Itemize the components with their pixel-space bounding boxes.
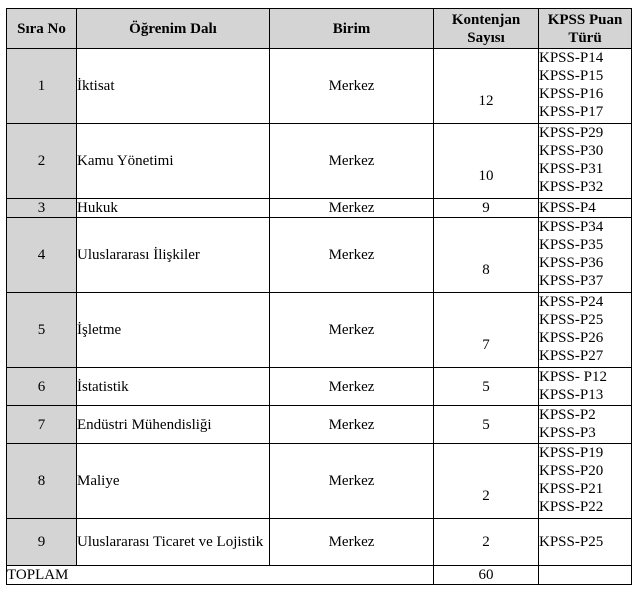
kontenjan-value: 12 <box>478 93 494 109</box>
table-row <box>7 49 632 124</box>
puan-item: KPSS-P15 <box>539 68 604 84</box>
cell-sira: 4 <box>7 218 77 293</box>
header-sira: Sıra No <box>7 9 77 49</box>
puan-item: KPSS-P2 <box>539 407 596 423</box>
cell-sira: 7 <box>7 406 77 444</box>
puan-item: KPSS-P22 <box>539 499 604 515</box>
cell-kontenjan <box>434 519 539 566</box>
puan-item: KPSS-P14 <box>539 50 604 66</box>
cell-kontenjan <box>434 199 539 218</box>
cell-kpss-puan <box>539 406 632 444</box>
kontenjan-value: 2 <box>482 488 490 504</box>
cell-birim: Merkez <box>270 124 434 199</box>
puan-item: KPSS-P25 <box>539 312 604 328</box>
cell-sira: 8 <box>7 444 77 519</box>
cell-ogrenim-dali: Uluslararası Ticaret ve Lojistik <box>77 519 270 566</box>
cell-sira: 9 <box>7 519 77 566</box>
cell-kontenjan <box>434 444 539 519</box>
puan-item: KPSS-P27 <box>539 348 604 364</box>
cell-kontenjan <box>434 124 539 199</box>
cell-ogrenim-dali: İstatistik <box>77 368 270 406</box>
kontenjan-table <box>6 8 632 585</box>
puan-item: KPSS-P20 <box>539 463 604 479</box>
puan-item: KPSS-P16 <box>539 86 604 102</box>
cell-sira: 5 <box>7 293 77 368</box>
cell-sira: 3 <box>7 199 77 218</box>
cell-kpss-puan <box>539 49 632 124</box>
table-row <box>7 444 632 519</box>
cell-birim: Merkez <box>270 199 434 218</box>
cell-kpss-puan <box>539 124 632 199</box>
kontenjan-value: 8 <box>482 262 490 278</box>
total-value: 60 <box>434 566 539 585</box>
cell-birim: Merkez <box>270 368 434 406</box>
cell-sira: 6 <box>7 368 77 406</box>
total-empty-cell <box>539 566 632 585</box>
kontenjan-value: 9 <box>482 200 490 216</box>
header-birim: Birim <box>270 9 434 49</box>
kontenjan-value: 7 <box>482 337 490 353</box>
puan-item: KPSS-P36 <box>539 255 604 271</box>
total-row <box>7 566 632 585</box>
cell-birim: Merkez <box>270 406 434 444</box>
puan-item: KPSS- P12 <box>539 369 607 385</box>
cell-kontenjan <box>434 406 539 444</box>
cell-kpss-puan <box>539 293 632 368</box>
cell-ogrenim-dali: Uluslararası İlişkiler <box>77 218 270 293</box>
kontenjan-value: 2 <box>482 534 490 550</box>
kontenjan-value: 5 <box>482 378 490 395</box>
cell-birim: Merkez <box>270 444 434 519</box>
puan-item: KPSS-P30 <box>539 143 604 159</box>
cell-ogrenim-dali: Hukuk <box>77 199 270 218</box>
table-row <box>7 293 632 368</box>
puan-item: KPSS-P25 <box>539 534 604 550</box>
table-row <box>7 218 632 293</box>
cell-ogrenim-dali: Kamu Yönetimi <box>77 124 270 199</box>
table-row <box>7 199 632 218</box>
cell-kpss-puan <box>539 444 632 519</box>
table-row <box>7 124 632 199</box>
cell-sira: 1 <box>7 49 77 124</box>
cell-ogrenim-dali: Maliye <box>77 444 270 519</box>
cell-kpss-puan <box>539 368 632 406</box>
header-kpss-puan: KPSS Puan Türü <box>539 9 632 49</box>
cell-ogrenim-dali: Endüstri Mühendisliği <box>77 406 270 444</box>
cell-kontenjan <box>434 49 539 124</box>
header-ogrenim-dali: Öğrenim Dalı <box>77 9 270 49</box>
cell-kontenjan <box>434 368 539 406</box>
cell-ogrenim-dali: İktisat <box>77 49 270 124</box>
puan-item: KPSS-P4 <box>539 200 596 216</box>
cell-kpss-puan <box>539 218 632 293</box>
puan-item: KPSS-P26 <box>539 330 604 346</box>
cell-kpss-puan <box>539 519 632 566</box>
cell-sira: 2 <box>7 124 77 199</box>
puan-item: KPSS-P3 <box>539 425 596 441</box>
cell-kontenjan <box>434 218 539 293</box>
cell-birim: Merkez <box>270 519 434 566</box>
puan-item: KPSS-P21 <box>539 481 604 497</box>
table-row <box>7 519 632 566</box>
header-kontenjan: Kontenjan Sayısı <box>434 9 539 49</box>
cell-ogrenim-dali: İşletme <box>77 293 270 368</box>
puan-item: KPSS-P34 <box>539 219 604 235</box>
table-row <box>7 368 632 406</box>
cell-birim: Merkez <box>270 49 434 124</box>
puan-item: KPSS-P19 <box>539 445 604 461</box>
kontenjan-value: 10 <box>478 168 494 184</box>
puan-item: KPSS-P37 <box>539 273 604 289</box>
puan-item: KPSS-P13 <box>539 387 604 403</box>
cell-kpss-puan <box>539 199 632 218</box>
cell-birim: Merkez <box>270 293 434 368</box>
puan-item: KPSS-P29 <box>539 125 604 141</box>
header-row <box>7 9 632 49</box>
cell-kontenjan <box>434 293 539 368</box>
puan-item: KPSS-P35 <box>539 237 604 253</box>
puan-item: KPSS-P17 <box>539 104 604 120</box>
puan-item: KPSS-P24 <box>539 294 604 310</box>
cell-birim: Merkez <box>270 218 434 293</box>
puan-item: KPSS-P31 <box>539 161 604 177</box>
total-label: TOPLAM <box>7 566 434 585</box>
kontenjan-value: 5 <box>482 416 490 433</box>
table-row <box>7 406 632 444</box>
puan-item: KPSS-P32 <box>539 179 604 195</box>
